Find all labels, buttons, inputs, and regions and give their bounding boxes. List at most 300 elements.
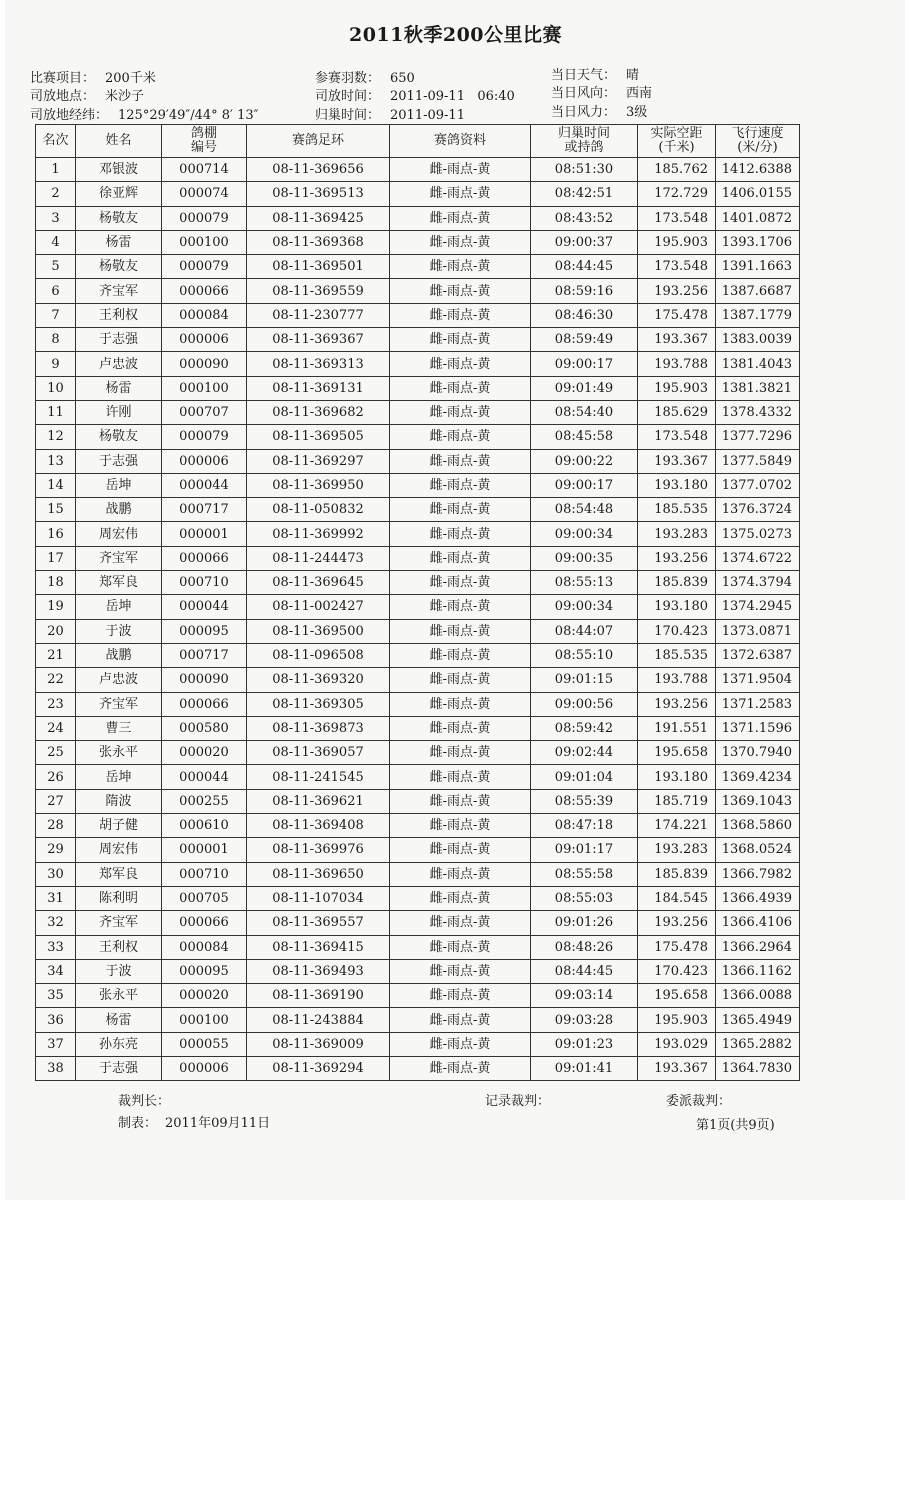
cell-speed: 1377.7296 [716, 425, 800, 449]
cell-speed: 1368.0524 [716, 838, 800, 862]
cell-rank: 28 [36, 814, 76, 838]
cell-rank: 16 [36, 522, 76, 546]
cell-return-time: 09:03:14 [531, 984, 638, 1008]
cell-return-time: 08:59:16 [531, 279, 638, 303]
race-item-info [30, 67, 156, 86]
cell-loft-no: 000710 [162, 571, 247, 595]
cell-speed: 1366.2964 [716, 935, 800, 959]
cell-ring-no: 08-11-369513 [247, 182, 390, 206]
cell-speed: 1373.0871 [716, 619, 800, 643]
cell-loft-no: 000066 [162, 279, 247, 303]
cell-loft-no: 000255 [162, 789, 247, 813]
table-row [36, 400, 800, 424]
cell-rank: 35 [36, 984, 76, 1008]
cell-speed: 1383.0039 [716, 328, 800, 352]
cell-loft-no: 000079 [162, 425, 247, 449]
cell-name: 邓银波 [76, 158, 162, 182]
cell-ring-no: 08-11-002427 [247, 595, 390, 619]
cell-speed: 1412.6388 [716, 158, 800, 182]
cell-rank: 6 [36, 279, 76, 303]
cell-ring-no: 08-11-369873 [247, 716, 390, 740]
cell-pigeon-info: 雌-雨点-黄 [390, 1056, 531, 1080]
cell-loft-no: 000717 [162, 498, 247, 522]
made-by-info [118, 1112, 270, 1131]
cell-loft-no: 000095 [162, 619, 247, 643]
column-header-name: 姓名 [76, 125, 162, 158]
return-time-label: 归巢时间： [315, 108, 381, 123]
cell-loft-no: 000074 [162, 182, 247, 206]
cell-rank: 2 [36, 182, 76, 206]
cell-rank: 19 [36, 595, 76, 619]
cell-distance: 193.367 [638, 1056, 716, 1080]
cell-distance: 193.256 [638, 279, 716, 303]
cell-pigeon-info: 雌-雨点-黄 [390, 716, 531, 740]
cell-distance: 185.839 [638, 862, 716, 886]
column-header-speed: 飞行速度 (米/分) [716, 125, 800, 158]
cell-return-time: 09:01:26 [531, 911, 638, 935]
cell-pigeon-info: 雌-雨点-黄 [390, 546, 531, 570]
cell-ring-no: 08-11-369131 [247, 376, 390, 400]
cell-return-time: 09:01:49 [531, 376, 638, 400]
cell-rank: 7 [36, 303, 76, 327]
cell-ring-no: 08-11-369009 [247, 1032, 390, 1056]
table-row [36, 814, 800, 838]
cell-return-time: 09:00:17 [531, 352, 638, 376]
cell-return-time: 09:01:15 [531, 668, 638, 692]
cell-ring-no: 08-11-369656 [247, 158, 390, 182]
cell-return-time: 08:42:51 [531, 182, 638, 206]
cell-loft-no: 000066 [162, 692, 247, 716]
cell-return-time: 09:00:56 [531, 692, 638, 716]
column-header-distance: 实际空距 (千米) [638, 125, 716, 158]
cell-distance: 195.903 [638, 376, 716, 400]
cell-name: 岳坤 [76, 473, 162, 497]
wind-dir-label: 当日风向： [551, 86, 617, 101]
cell-name: 曹三 [76, 716, 162, 740]
table-row [36, 522, 800, 546]
cell-distance: 175.478 [638, 935, 716, 959]
cell-loft-no: 000100 [162, 1008, 247, 1032]
cell-name: 张永平 [76, 741, 162, 765]
wind-dir-info [551, 82, 652, 101]
cell-pigeon-info: 雌-雨点-黄 [390, 230, 531, 254]
cell-loft-no: 000006 [162, 1056, 247, 1080]
cell-return-time: 08:54:48 [531, 498, 638, 522]
cell-name: 齐宝军 [76, 279, 162, 303]
cell-distance: 193.283 [638, 838, 716, 862]
cell-ring-no: 08-11-369559 [247, 279, 390, 303]
cell-rank: 9 [36, 352, 76, 376]
cell-ring-no: 08-11-369682 [247, 400, 390, 424]
cell-distance: 193.256 [638, 546, 716, 570]
cell-return-time: 09:00:34 [531, 595, 638, 619]
cell-ring-no: 08-11-369505 [247, 425, 390, 449]
cell-ring-no: 08-11-369057 [247, 741, 390, 765]
cell-return-time: 08:55:03 [531, 886, 638, 910]
cell-distance: 193.283 [638, 522, 716, 546]
column-header-rank: 名次 [36, 125, 76, 158]
cell-rank: 5 [36, 255, 76, 279]
cell-pigeon-info: 雌-雨点-黄 [390, 814, 531, 838]
cell-distance: 172.729 [638, 182, 716, 206]
cell-loft-no: 000006 [162, 328, 247, 352]
cell-pigeon-info: 雌-雨点-黄 [390, 959, 531, 983]
table-row [36, 619, 800, 643]
cell-rank: 31 [36, 886, 76, 910]
race-item-label: 比赛项目： [30, 71, 96, 86]
cell-loft-no: 000006 [162, 449, 247, 473]
cell-rank: 12 [36, 425, 76, 449]
cell-rank: 23 [36, 692, 76, 716]
table-row [36, 425, 800, 449]
release-place-value: 米沙子 [105, 89, 145, 104]
cell-speed: 1374.3794 [716, 571, 800, 595]
column-header-pigeon-info: 赛鸽资料 [390, 125, 531, 158]
cell-return-time: 08:54:40 [531, 400, 638, 424]
cell-speed: 1366.0088 [716, 984, 800, 1008]
cell-pigeon-info: 雌-雨点-黄 [390, 1008, 531, 1032]
cell-ring-no: 08-11-369500 [247, 619, 390, 643]
cell-distance: 185.839 [638, 571, 716, 595]
cell-ring-no: 08-11-369645 [247, 571, 390, 595]
chief-judge-label: 裁判长： [118, 1094, 171, 1109]
wind-dir-value: 西南 [626, 86, 653, 101]
table-row [36, 716, 800, 740]
cell-distance: 193.180 [638, 595, 716, 619]
cell-ring-no: 08-11-230777 [247, 303, 390, 327]
cell-rank: 17 [36, 546, 76, 570]
cell-name: 于志强 [76, 449, 162, 473]
cell-return-time: 08:45:58 [531, 425, 638, 449]
cell-loft-no: 000066 [162, 911, 247, 935]
table-row [36, 911, 800, 935]
cell-return-time: 09:02:44 [531, 741, 638, 765]
entries-info [315, 67, 415, 86]
cell-name: 徐亚辉 [76, 182, 162, 206]
cell-loft-no: 000084 [162, 303, 247, 327]
release-place-info [30, 85, 144, 104]
cell-pigeon-info: 雌-雨点-黄 [390, 911, 531, 935]
cell-loft-no: 000717 [162, 643, 247, 667]
release-time-label: 司放时间： [315, 89, 381, 104]
table-row [36, 643, 800, 667]
cell-speed: 1376.3724 [716, 498, 800, 522]
assigned-judge-label: 委派裁判： [666, 1094, 732, 1109]
cell-distance: 185.762 [638, 158, 716, 182]
cell-rank: 3 [36, 206, 76, 230]
cell-speed: 1374.2945 [716, 595, 800, 619]
cell-ring-no: 08-11-369313 [247, 352, 390, 376]
cell-ring-no: 08-11-369408 [247, 814, 390, 838]
cell-ring-no: 08-11-050832 [247, 498, 390, 522]
made-label: 制表： [118, 1116, 158, 1131]
table-row [36, 571, 800, 595]
cell-name: 周宏伟 [76, 522, 162, 546]
cell-speed: 1369.4234 [716, 765, 800, 789]
cell-rank: 18 [36, 571, 76, 595]
cell-pigeon-info: 雌-雨点-黄 [390, 352, 531, 376]
table-row [36, 935, 800, 959]
cell-speed: 1365.4949 [716, 1008, 800, 1032]
cell-name: 王利权 [76, 303, 162, 327]
cell-pigeon-info: 雌-雨点-黄 [390, 449, 531, 473]
cell-return-time: 09:00:22 [531, 449, 638, 473]
cell-loft-no: 000001 [162, 838, 247, 862]
cell-rank: 15 [36, 498, 76, 522]
cell-loft-no: 000020 [162, 741, 247, 765]
cell-pigeon-info: 雌-雨点-黄 [390, 595, 531, 619]
cell-name: 杨雷 [76, 1008, 162, 1032]
wind-force-label: 当日风力： [551, 105, 617, 120]
cell-loft-no: 000100 [162, 230, 247, 254]
cell-speed: 1401.0872 [716, 206, 800, 230]
return-time-value: 2011-09-11 [390, 108, 465, 123]
cell-return-time: 08:55:39 [531, 789, 638, 813]
cell-speed: 1366.1162 [716, 959, 800, 983]
table-row [36, 449, 800, 473]
cell-distance: 185.629 [638, 400, 716, 424]
cell-ring-no: 08-11-369368 [247, 230, 390, 254]
cell-distance: 195.903 [638, 1008, 716, 1032]
cell-pigeon-info: 雌-雨点-黄 [390, 984, 531, 1008]
cell-distance: 193.367 [638, 449, 716, 473]
cell-rank: 29 [36, 838, 76, 862]
release-time-info [315, 85, 515, 104]
cell-speed: 1365.2882 [716, 1032, 800, 1056]
cell-speed: 1366.4939 [716, 886, 800, 910]
cell-name: 张永平 [76, 984, 162, 1008]
cell-rank: 13 [36, 449, 76, 473]
cell-name: 胡子健 [76, 814, 162, 838]
cell-speed: 1377.5849 [716, 449, 800, 473]
table-row [36, 328, 800, 352]
cell-pigeon-info: 雌-雨点-黄 [390, 182, 531, 206]
cell-pigeon-info: 雌-雨点-黄 [390, 668, 531, 692]
cell-ring-no: 08-11-369367 [247, 328, 390, 352]
made-date: 2011年09月11日 [165, 1116, 271, 1131]
cell-pigeon-info: 雌-雨点-黄 [390, 765, 531, 789]
entries-value: 650 [390, 71, 415, 86]
cell-return-time: 08:59:42 [531, 716, 638, 740]
coords-value: 125°29′49″/44° 8′ 13″ [118, 108, 259, 123]
cell-pigeon-info: 雌-雨点-黄 [390, 643, 531, 667]
cell-loft-no: 000079 [162, 206, 247, 230]
cell-ring-no: 08-11-369976 [247, 838, 390, 862]
column-header-ring-no: 赛鸽足环 [247, 125, 390, 158]
cell-pigeon-info: 雌-雨点-黄 [390, 862, 531, 886]
cell-rank: 25 [36, 741, 76, 765]
cell-pigeon-info: 雌-雨点-黄 [390, 473, 531, 497]
cell-loft-no: 000714 [162, 158, 247, 182]
cell-rank: 10 [36, 376, 76, 400]
cell-return-time: 08:47:18 [531, 814, 638, 838]
cell-ring-no: 08-11-369415 [247, 935, 390, 959]
cell-loft-no: 000001 [162, 522, 247, 546]
cell-speed: 1366.7982 [716, 862, 800, 886]
cell-pigeon-info: 雌-雨点-黄 [390, 498, 531, 522]
cell-distance: 174.221 [638, 814, 716, 838]
cell-return-time: 09:00:35 [531, 546, 638, 570]
release-time-value: 2011-09-11 06:40 [390, 89, 515, 104]
table-row [36, 984, 800, 1008]
cell-name: 于波 [76, 619, 162, 643]
cell-distance: 184.545 [638, 886, 716, 910]
cell-loft-no: 000705 [162, 886, 247, 910]
cell-return-time: 09:03:28 [531, 1008, 638, 1032]
cell-rank: 36 [36, 1008, 76, 1032]
cell-loft-no: 000710 [162, 862, 247, 886]
cell-ring-no: 08-11-369557 [247, 911, 390, 935]
cell-name: 卢忠波 [76, 352, 162, 376]
cell-distance: 173.548 [638, 425, 716, 449]
cell-rank: 34 [36, 959, 76, 983]
cell-distance: 195.903 [638, 230, 716, 254]
cell-pigeon-info: 雌-雨点-黄 [390, 303, 531, 327]
cell-return-time: 08:44:45 [531, 959, 638, 983]
cell-loft-no: 000610 [162, 814, 247, 838]
cell-name: 许刚 [76, 400, 162, 424]
cell-name: 战鹏 [76, 643, 162, 667]
cell-name: 岳坤 [76, 765, 162, 789]
entries-label: 参赛羽数： [315, 71, 381, 86]
cell-return-time: 08:55:10 [531, 643, 638, 667]
cell-return-time: 09:01:17 [531, 838, 638, 862]
cell-ring-no: 08-11-369320 [247, 668, 390, 692]
cell-ring-no: 08-11-369992 [247, 522, 390, 546]
cell-return-time: 09:01:23 [531, 1032, 638, 1056]
cell-distance: 173.548 [638, 255, 716, 279]
cell-pigeon-info: 雌-雨点-黄 [390, 425, 531, 449]
cell-name: 齐宝军 [76, 692, 162, 716]
cell-distance: 195.658 [638, 984, 716, 1008]
table-row [36, 182, 800, 206]
cell-speed: 1381.3821 [716, 376, 800, 400]
cell-ring-no: 08-11-369493 [247, 959, 390, 983]
cell-pigeon-info: 雌-雨点-黄 [390, 789, 531, 813]
weather-label: 当日天气： [551, 68, 617, 83]
cell-loft-no: 000084 [162, 935, 247, 959]
coords-info [30, 104, 259, 123]
cell-speed: 1406.0155 [716, 182, 800, 206]
cell-pigeon-info: 雌-雨点-黄 [390, 522, 531, 546]
table-row [36, 279, 800, 303]
cell-distance: 193.180 [638, 473, 716, 497]
cell-ring-no: 08-11-244473 [247, 546, 390, 570]
cell-name: 于波 [76, 959, 162, 983]
cell-loft-no: 000100 [162, 376, 247, 400]
table-row [36, 230, 800, 254]
cell-distance: 170.423 [638, 959, 716, 983]
cell-rank: 1 [36, 158, 76, 182]
cell-pigeon-info: 雌-雨点-黄 [390, 1032, 531, 1056]
cell-speed: 1369.1043 [716, 789, 800, 813]
table-row [36, 595, 800, 619]
cell-loft-no: 000044 [162, 473, 247, 497]
cell-name: 王利权 [76, 935, 162, 959]
cell-loft-no: 000090 [162, 352, 247, 376]
column-header-return-time: 归巢时间 或持鸽 [531, 125, 638, 158]
cell-rank: 27 [36, 789, 76, 813]
cell-loft-no: 000580 [162, 716, 247, 740]
table-row [36, 1032, 800, 1056]
table-row [36, 376, 800, 400]
cell-rank: 30 [36, 862, 76, 886]
table-row [36, 473, 800, 497]
cell-rank: 37 [36, 1032, 76, 1056]
page-title: 2011秋季200公里比赛 [348, 24, 563, 46]
cell-distance: 193.256 [638, 911, 716, 935]
cell-speed: 1393.1706 [716, 230, 800, 254]
cell-ring-no: 08-11-096508 [247, 643, 390, 667]
cell-loft-no: 000707 [162, 400, 247, 424]
cell-distance: 185.719 [638, 789, 716, 813]
cell-speed: 1364.7830 [716, 1056, 800, 1080]
cell-name: 齐宝军 [76, 546, 162, 570]
table-row [36, 668, 800, 692]
cell-distance: 193.367 [638, 328, 716, 352]
table-row [36, 862, 800, 886]
cell-return-time: 08:55:13 [531, 571, 638, 595]
cell-return-time: 09:00:34 [531, 522, 638, 546]
cell-speed: 1387.1779 [716, 303, 800, 327]
cell-rank: 22 [36, 668, 76, 692]
cell-return-time: 09:00:37 [531, 230, 638, 254]
cell-return-time: 08:44:45 [531, 255, 638, 279]
header-row [36, 125, 800, 158]
column-header-loft-no: 鸽棚 编号 [162, 125, 247, 158]
cell-pigeon-info: 雌-雨点-黄 [390, 741, 531, 765]
cell-return-time: 08:55:58 [531, 862, 638, 886]
cell-name: 郑军良 [76, 862, 162, 886]
cell-rank: 33 [36, 935, 76, 959]
table-row [36, 303, 800, 327]
cell-speed: 1378.4332 [716, 400, 800, 424]
race-item-value: 200千米 [105, 71, 156, 86]
cell-speed: 1374.6722 [716, 546, 800, 570]
cell-return-time: 08:44:07 [531, 619, 638, 643]
cell-name: 孙东亮 [76, 1032, 162, 1056]
cell-speed: 1381.4043 [716, 352, 800, 376]
cell-name: 于志强 [76, 1056, 162, 1080]
results-table-head [36, 125, 800, 158]
cell-ring-no: 08-11-369650 [247, 862, 390, 886]
cell-speed: 1377.0702 [716, 473, 800, 497]
table-row [36, 765, 800, 789]
cell-rank: 14 [36, 473, 76, 497]
cell-ring-no: 08-11-107034 [247, 886, 390, 910]
cell-pigeon-info: 雌-雨点-黄 [390, 206, 531, 230]
cell-speed: 1387.6687 [716, 279, 800, 303]
cell-ring-no: 08-11-369297 [247, 449, 390, 473]
cell-pigeon-info: 雌-雨点-黄 [390, 935, 531, 959]
cell-speed: 1372.6387 [716, 643, 800, 667]
cell-return-time: 09:00:17 [531, 473, 638, 497]
cell-distance: 170.423 [638, 619, 716, 643]
table-row [36, 692, 800, 716]
cell-speed: 1368.5860 [716, 814, 800, 838]
weather-value: 晴 [626, 68, 640, 83]
cell-speed: 1375.0273 [716, 522, 800, 546]
cell-speed: 1371.2583 [716, 692, 800, 716]
cell-speed: 1371.9504 [716, 668, 800, 692]
wind-force-value: 3级 [626, 105, 648, 120]
table-row [36, 255, 800, 279]
cell-ring-no: 08-11-369294 [247, 1056, 390, 1080]
cell-name: 卢忠波 [76, 668, 162, 692]
cell-name: 杨雷 [76, 376, 162, 400]
cell-name: 于志强 [76, 328, 162, 352]
cell-rank: 8 [36, 328, 76, 352]
